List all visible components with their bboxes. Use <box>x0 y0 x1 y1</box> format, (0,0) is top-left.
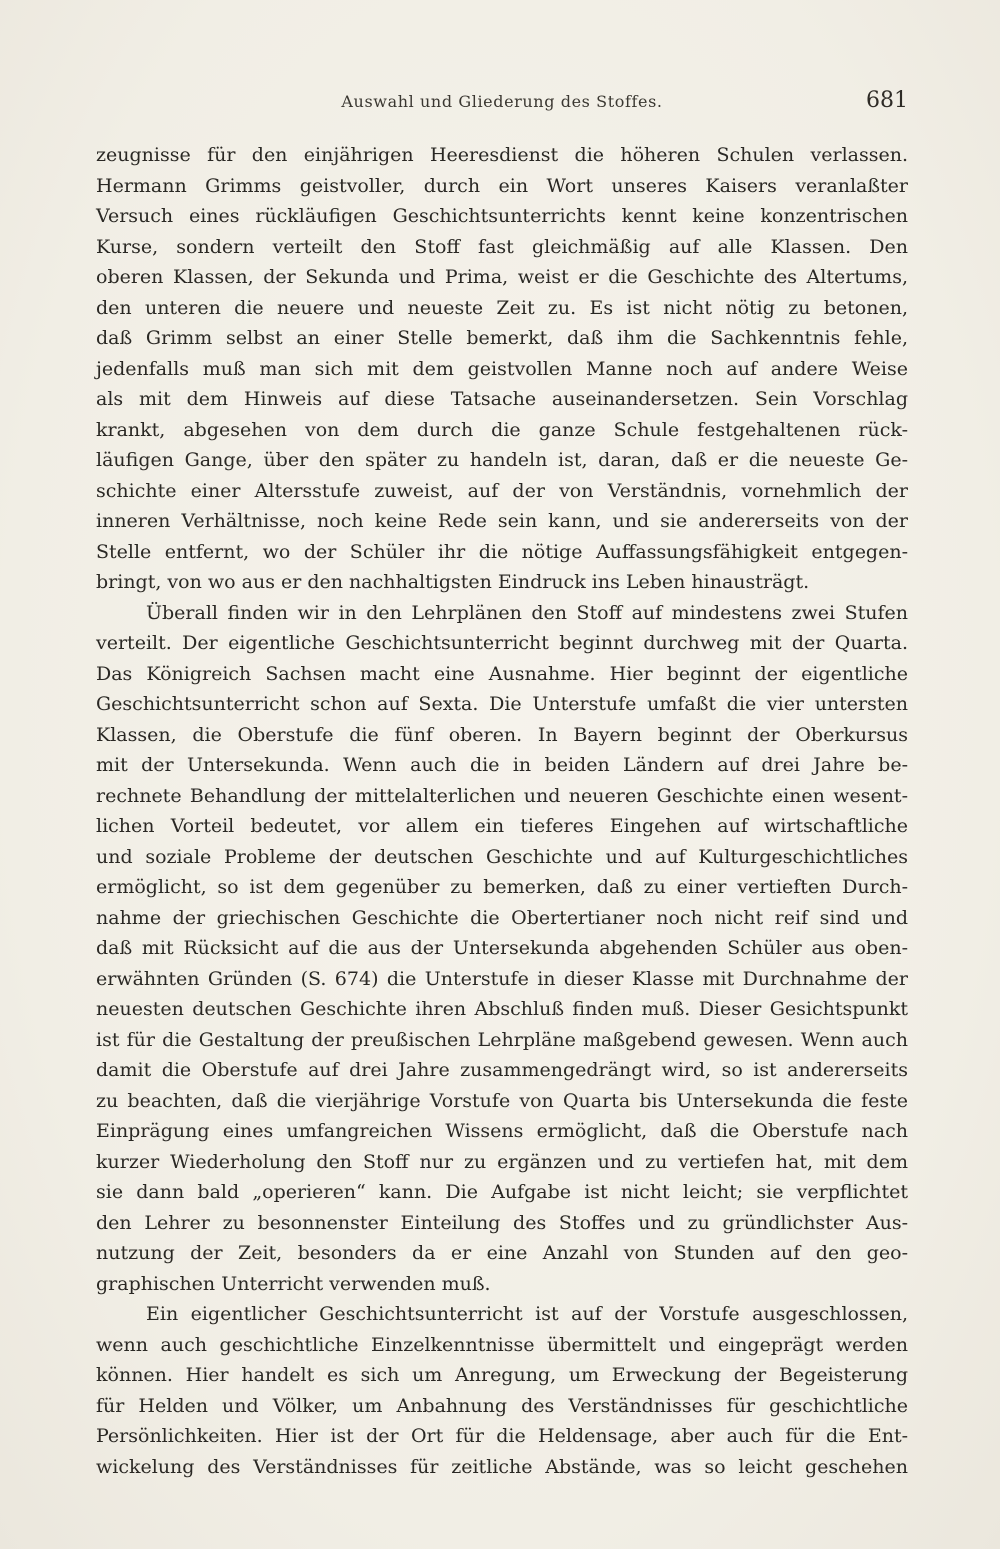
text-line: neuesten deutschen Geschichte ihren Abschluß finden muß. Dieser Gesichtspunkt <box>96 998 908 1020</box>
text-line: nutzung der Zeit, besonders da er eine Anzahl von Stunden auf den geo- <box>96 1242 908 1264</box>
text-line: als mit dem Hinweis auf diese Tatsache auseinandersetzen. Sein Vorschlag <box>96 388 908 410</box>
body-text <box>96 140 908 1482</box>
text-line: daß Grimm selbst an einer Stelle bemerkt, daß ihm die Sachkenntnis fehle, <box>96 327 908 349</box>
text-line: Klassen, die Oberstufe die fünf oberen. In Bayern beginnt der Oberkursus <box>96 723 908 746</box>
page-header <box>96 88 908 122</box>
text-line: können. Hier handelt es sich um Anregung, um Erweckung der Begeisterung <box>96 1364 908 1386</box>
text-line: ist für die Gestaltung der preußischen Lehrpläne maßgebend gewesen. Wenn auch <box>96 1028 908 1051</box>
text-line: Einprägung eines umfangreichen Wissens ermöglicht, daß die Oberstufe nach <box>96 1120 908 1142</box>
text-line: verteilt. Der eigentliche Geschichtsunterricht beginnt durchweg mit der Quarta. <box>96 632 908 654</box>
text-line: sie dann bald „operieren“ kann. Die Aufgabe ist nicht leicht; sie verpflichtet <box>96 1181 908 1203</box>
text-line: wenn auch geschichtliche Einzelkenntnisse übermittelt und eingeprägt werden <box>96 1333 908 1356</box>
paragraph-2 <box>96 598 908 1269</box>
text-line: lichen Vorteil bedeutet, vor allem ein tieferes Eingehen auf wirtschaftliche <box>96 815 908 837</box>
text-line: Persönlichkeiten. Hier ist der Ort für die Heldensage, aber auch für die Ent- <box>96 1425 908 1447</box>
text-line: mit der Untersekunda. Wenn auch die in beiden Ländern auf drei Jahre be- <box>96 754 908 776</box>
text-line: den Lehrer zu besonnenster Einteilung des Stoffes und zu gründlichster Aus- <box>96 1211 908 1234</box>
running-head: Auswahl und Gliederung des Stoffes. <box>341 92 663 111</box>
paragraph-2-last-line <box>96 1269 908 1300</box>
text-line: inneren Verhältnisse, noch keine Rede sein kann, und sie andererseits von der <box>96 510 908 532</box>
text-line: Geschichtsunterricht schon auf Sexta. Die Unterstufe umfaßt die vier untersten <box>96 693 908 715</box>
paragraph-1 <box>96 140 908 567</box>
text-line: bringt, von wo aus er den nachhaltigsten Eindruck ins Leben hinausträgt. <box>96 571 810 593</box>
text-line: schichte einer Altersstufe zuweist, auf der von Verständnis, vornehmlich der <box>96 479 908 502</box>
text-line: Versuch eines rückläufigen Geschichtsunterrichts kennt keine konzentrischen <box>96 205 908 227</box>
text-line: Das Königreich Sachsen macht eine Ausnahme. Hier beginnt der eigentliche <box>96 662 908 685</box>
text-line: nahme der griechischen Geschichte die Obertertianer noch nicht reif sind und <box>96 906 908 929</box>
text-line: und soziale Probleme der deutschen Geschichte und auf Kulturgeschichtliches <box>96 845 908 868</box>
text-line: Kurse, sondern verteilt den Stoff fast gleichmäßig auf alle Klassen. Den <box>96 235 908 258</box>
text-line: läufigen Gange, über den später zu handeln ist, daran, daß er die neueste Ge- <box>96 449 908 471</box>
text-line: damit die Oberstufe auf drei Jahre zusammengedrängt wird, so ist andererseits <box>96 1059 908 1081</box>
text-line: zeugnisse für den einjährigen Heeresdienst die höheren Schulen verlassen. <box>96 144 908 166</box>
text-line: für Helden und Völker, um Anbahnung des Verständnisses für geschichtliche <box>96 1394 908 1417</box>
text-line: graphischen Unterricht verwenden muß. <box>96 1272 491 1295</box>
text-line: Ein eigentlicher Geschichtsunterricht ist auf der Vorstufe ausgeschlossen, <box>146 1303 908 1325</box>
text-line: Überall finden wir in den Lehrplänen den Stoff auf mindestens zwei Stufen <box>146 601 908 624</box>
page-number: 681 <box>866 88 908 113</box>
paragraph-1-last-line <box>96 567 908 598</box>
text-line: krankt, abgesehen von dem durch die ganze Schule festgehaltenen rück- <box>96 418 908 441</box>
text-line: zu beachten, daß die vierjährige Vorstufe von Quarta bis Untersekunda die feste <box>96 1089 908 1112</box>
text-line: den unteren die neuere und neueste Zeit zu. Es ist nicht nötig zu betonen, <box>96 296 908 319</box>
text-line: Stelle entfernt, wo der Schüler ihr die nötige Auffassungsfähigkeit entgegen- <box>96 540 908 563</box>
text-line: erwähnten Gründen (S. 674) die Unterstufe in dieser Klasse mit Durchnahme der <box>96 967 908 990</box>
paragraph-3 <box>96 1299 908 1482</box>
text-line: ermöglicht, so ist dem gegenüber zu bemerken, daß zu einer vertieften Durch- <box>96 876 908 898</box>
text-line: oberen Klassen, der Sekunda und Prima, weist er die Geschichte des Altertums, <box>96 266 908 288</box>
text-line: Hermann Grimms geistvoller, durch ein Wort unseres Kaisers veranlaßter <box>96 174 908 197</box>
text-line: wickelung des Verständnisses für zeitliche Abstände, was so leicht geschehen <box>96 1455 908 1478</box>
text-line: jedenfalls muß man sich mit dem geistvollen Manne noch auf andere Weise <box>96 357 908 380</box>
text-line: daß mit Rücksicht auf die aus der Untersekunda abgehenden Schüler aus oben- <box>96 937 908 959</box>
text-line: kurzer Wiederholung den Stoff nur zu ergänzen und zu vertiefen hat, mit dem <box>96 1150 908 1173</box>
text-line: rechnete Behandlung der mittelalterlichen und neueren Geschichte einen wesent- <box>96 784 908 807</box>
